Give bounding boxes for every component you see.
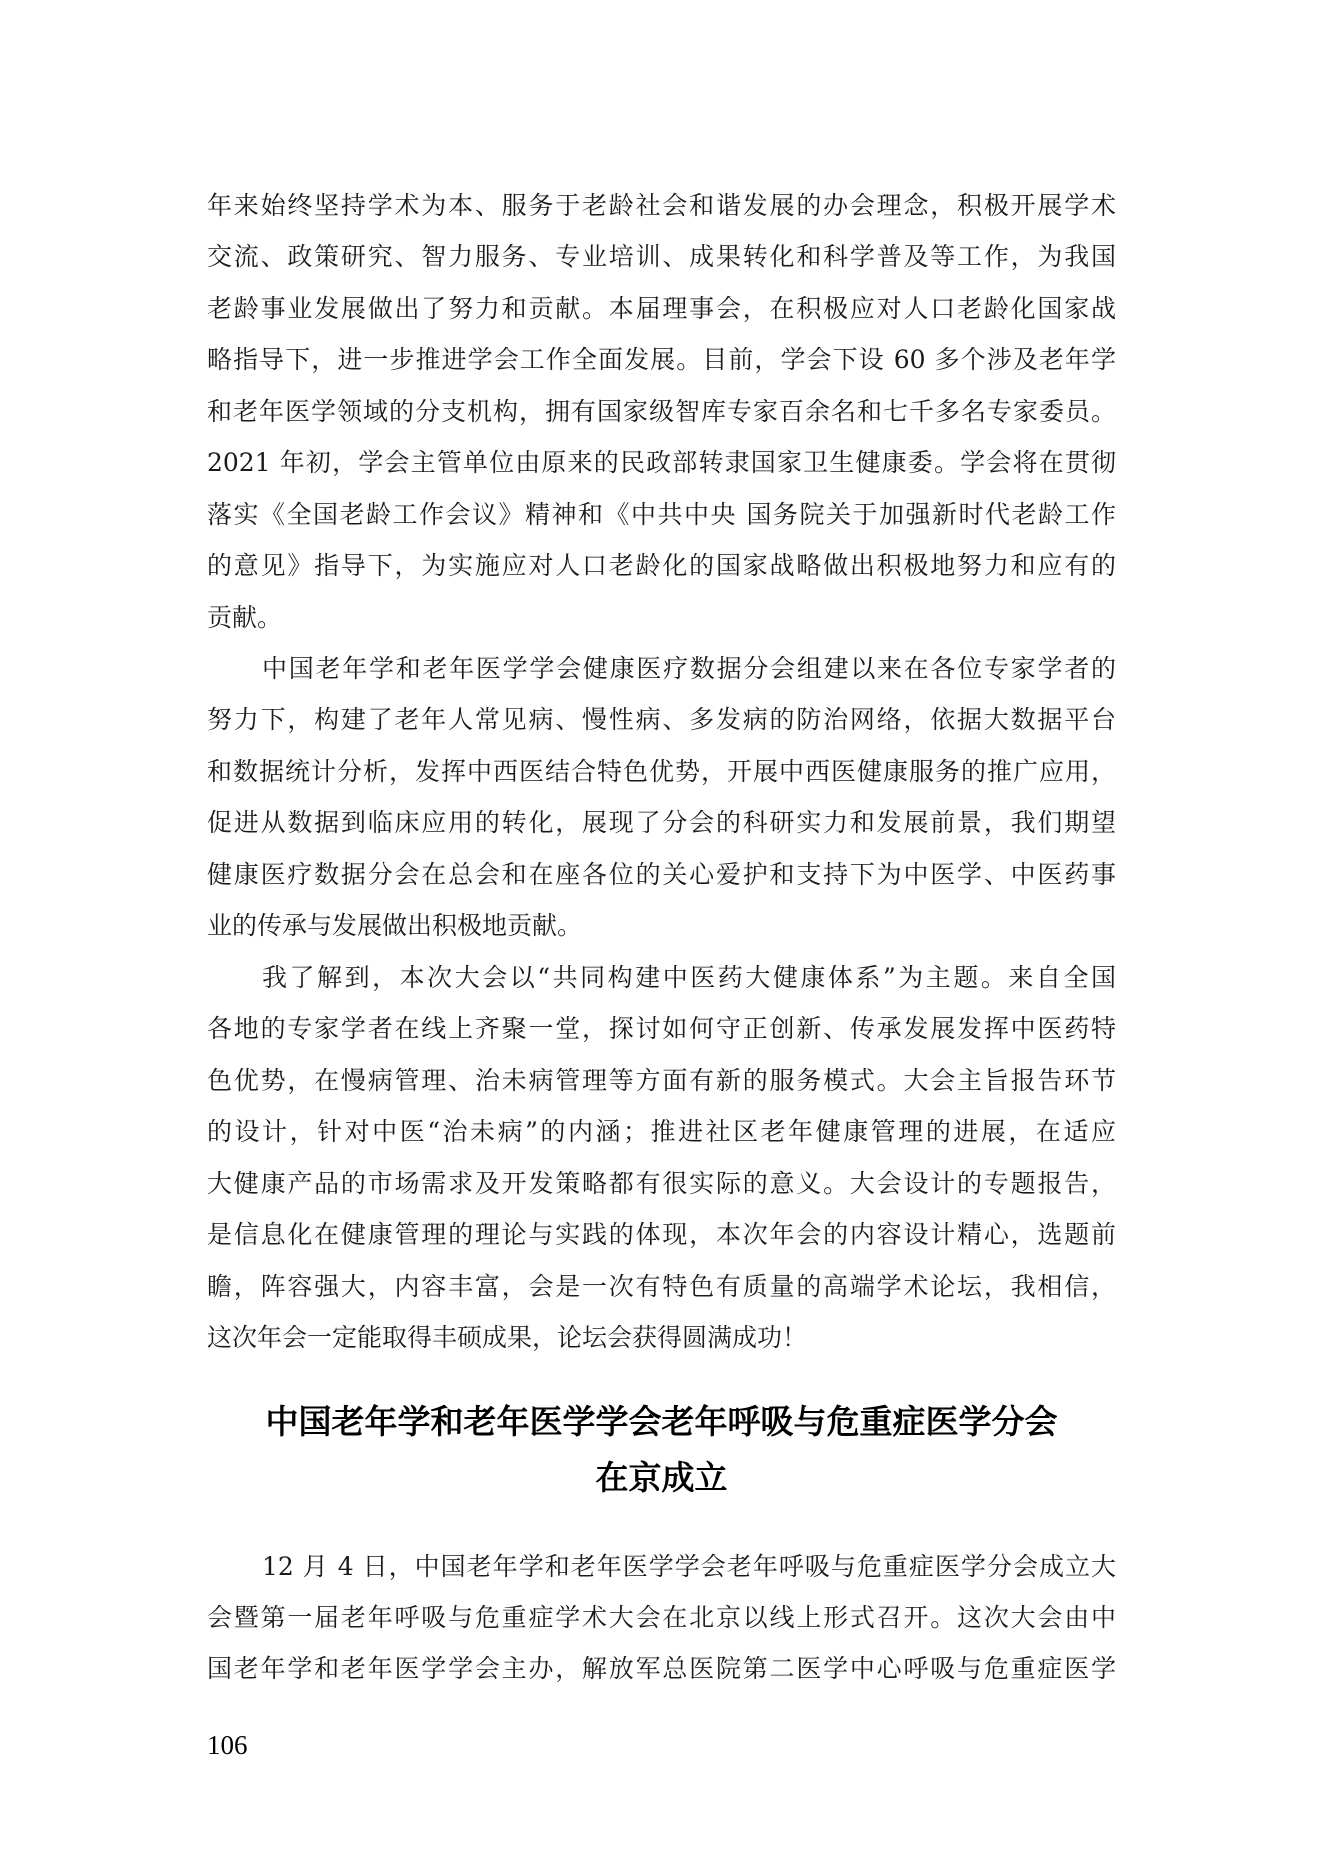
text-line: 略指导下，进一步推进学会工作全面发展。目前，学会下设 60 多个涉及老年学 [207,345,1116,374]
text-line: 促进从数据到临床应用的转化，展现了分会的科研实力和发展前景，我们期望 [207,808,1116,837]
text-line: 落实《全国老龄工作会议》精神和《中共中央 国务院关于加强新时代老龄工作 [207,500,1116,529]
text-line: 和老年医学领域的分支机构，拥有国家级智库专家百余名和七千多名专家委员。 [207,397,1116,426]
text-line: 业的传承与发展做出积极地贡献。 [207,911,583,940]
text-line: 是信息化在健康管理的理论与实践的体现，本次年会的内容设计精心，选题前 [207,1220,1116,1249]
text-line: 和数据统计分析，发挥中西医结合特色优势，开展中西医健康服务的推广应用， [207,757,1116,786]
text-line: 的设计，针对中医“治未病”的内涵；推进社区老年健康管理的进展，在适应 [207,1117,1116,1146]
text-line: 贡献。 [207,603,283,632]
text-line: 我了解到，本次大会以“共同构建中医药大健康体系”为主题。来自全国 [262,963,1116,992]
text-line: 的意见》指导下，为实施应对人口老龄化的国家战略做出积极地努力和应有的 [207,551,1116,580]
text-line: 交流、政策研究、智力服务、专业培训、成果转化和科学普及等工作，为我国 [207,242,1116,271]
text-line: 会暨第一届老年呼吸与危重症学术大会在北京以线上形式召开。这次大会由中 [207,1603,1116,1632]
text-line: 老龄事业发展做出了努力和贡献。本届理事会，在积极应对人口老龄化国家战 [207,294,1116,323]
page-number: 106 [207,1730,248,1760]
text-line: 中国老年学和老年医学学会健康医疗数据分会组建以来在各位专家学者的 [262,654,1116,683]
text-line: 国老年学和老年医学学会主办，解放军总医院第二医学中心呼吸与危重症医学 [207,1654,1116,1683]
text-line: 努力下，构建了老年人常见病、慢性病、多发病的防治网络，依据大数据平台 [207,705,1116,734]
text-line: 年来始终坚持学术为本、服务于老龄社会和谐发展的办会理念，积极开展学术 [207,191,1116,220]
text-line: 12 月 4 日，中国老年学和老年医学学会老年呼吸与危重症医学分会成立大 [262,1552,1116,1581]
text-line: 瞻，阵容强大，内容丰富，会是一次有特色有质量的高端学术论坛，我相信， [207,1272,1116,1301]
text-line: 大健康产品的市场需求及开发策略都有很实际的意义。大会设计的专题报告， [207,1169,1116,1198]
article-title-line-2: 在京成立 [595,1458,728,1497]
text-line: 各地的专家学者在线上齐聚一堂，探讨如何守正创新、传承发展发挥中医药特 [207,1014,1116,1043]
text-line: 健康医疗数据分会在总会和在座各位的关心爱护和支持下为中医学、中医药事 [207,860,1116,889]
text-line: 这次年会一定能取得丰硕成果，论坛会获得圆满成功！ [207,1323,808,1352]
text-line: 2021 年初，学会主管单位由原来的民政部转隶国家卫生健康委。学会将在贯彻 [207,448,1116,477]
text-line: 色优势，在慢病管理、治未病管理等方面有新的服务模式。大会主旨报告环节 [207,1066,1116,1095]
article-title-line-1: 中国老年学和老年医学学会老年呼吸与危重症医学分会 [265,1402,1058,1441]
